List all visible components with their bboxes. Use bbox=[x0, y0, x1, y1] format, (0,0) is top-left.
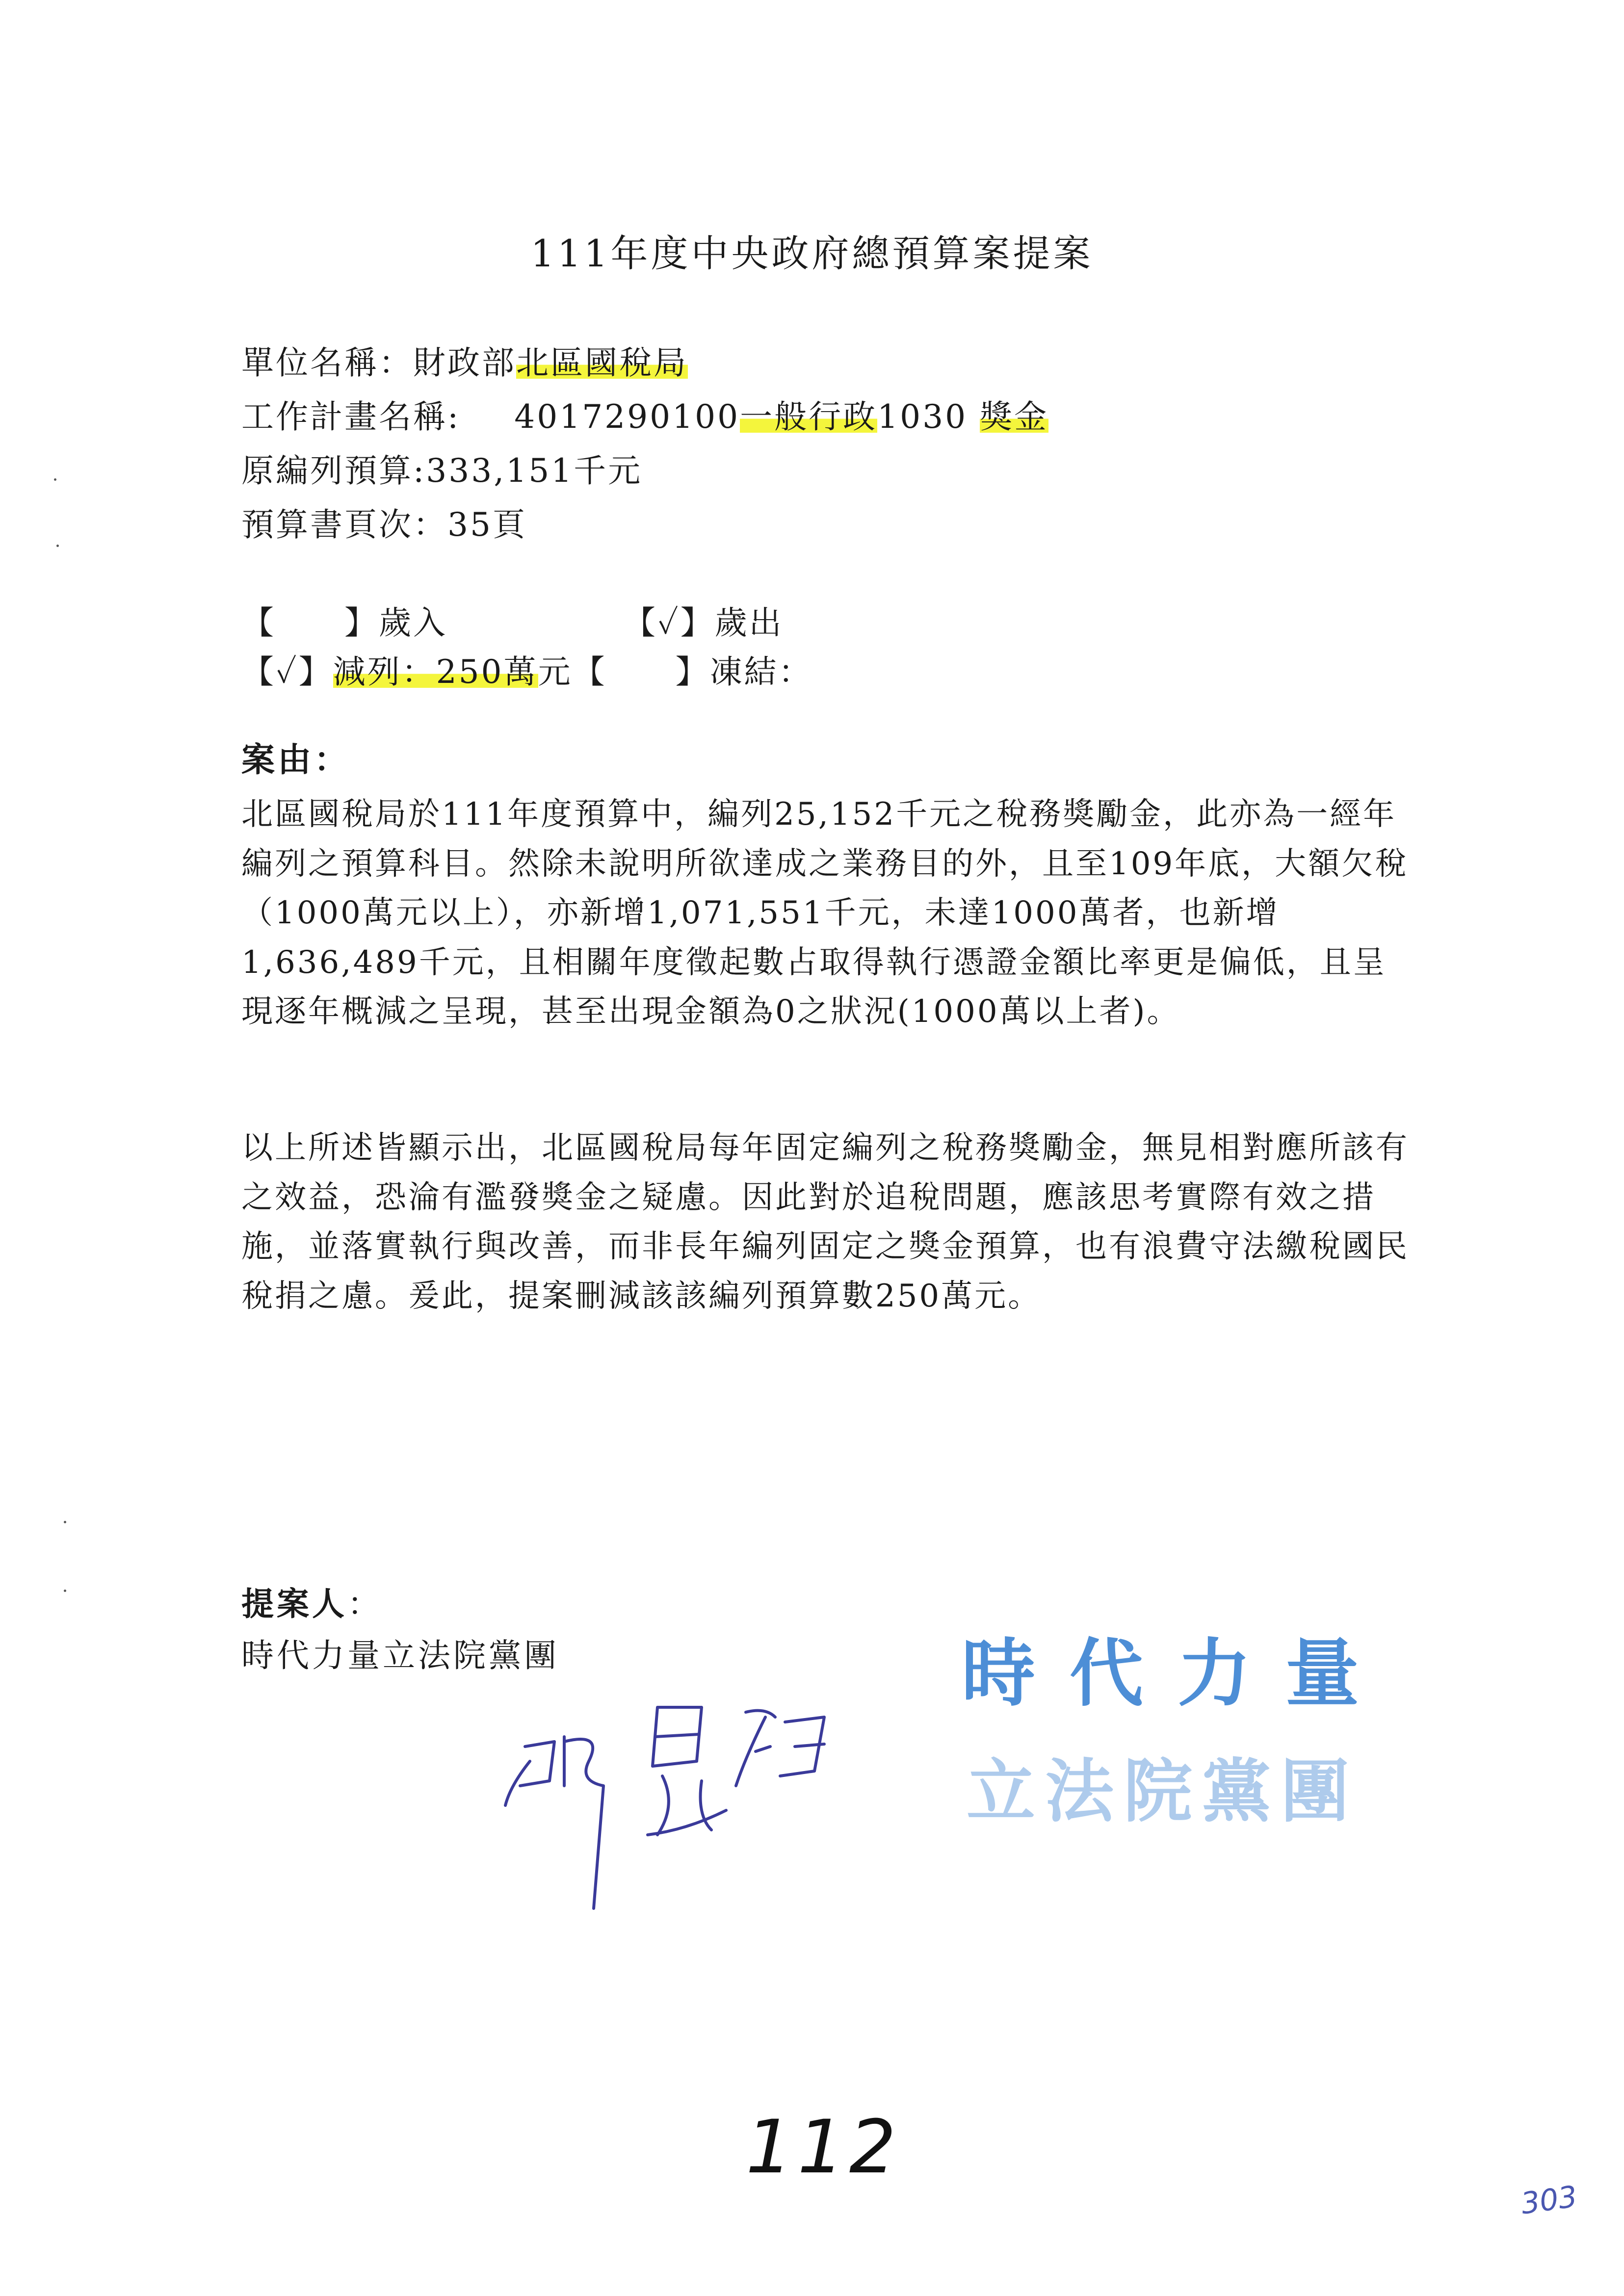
party-stamp bbox=[962, 1614, 1428, 1840]
page-ref-value: 35頁 bbox=[447, 506, 527, 544]
page-title: 111年度中央政府總預算案提案 bbox=[530, 232, 1094, 275]
proposer-colon: ： bbox=[347, 1585, 383, 1623]
page-ref-line bbox=[241, 500, 527, 549]
project-code: 4017290100 bbox=[514, 398, 740, 436]
budget-line bbox=[241, 446, 642, 496]
revenue-label: 歲入 bbox=[379, 604, 447, 642]
project-line bbox=[241, 392, 1048, 442]
scan-speck bbox=[56, 545, 59, 547]
unit-value: 財政部 bbox=[413, 344, 516, 382]
project-highlight-bonus: 獎金 bbox=[980, 398, 1049, 436]
checkbox-row-1 bbox=[241, 599, 447, 648]
case-heading: 案由： bbox=[241, 741, 351, 780]
signature-drawing bbox=[491, 1688, 873, 1913]
project-highlight-admin: 一般行政 bbox=[740, 398, 878, 436]
expense-label: 歲出 bbox=[714, 604, 784, 642]
scan-speck bbox=[54, 478, 56, 481]
freeze-checkbox: 【 】 bbox=[572, 653, 710, 691]
unit-highlight: 北區國稅局 bbox=[516, 344, 688, 382]
proposer-heading-line bbox=[241, 1580, 383, 1629]
reduce-unit: 元 bbox=[538, 653, 573, 691]
corner-number: 303 bbox=[1519, 2179, 1579, 2221]
budget-value: 333,151千元 bbox=[426, 452, 643, 490]
stamp-line-2: 立法院黨團 bbox=[967, 1752, 1360, 1832]
expense-option bbox=[623, 599, 784, 648]
expense-checkbox: 【✓】 bbox=[623, 604, 715, 642]
scan-speck bbox=[64, 1590, 66, 1592]
reduce-checkbox: 【✓】 bbox=[241, 653, 333, 691]
unit-line bbox=[241, 339, 688, 388]
freeze-label: 凍結： bbox=[709, 653, 813, 691]
page-ref-label: 預算書頁次： bbox=[241, 506, 447, 544]
project-label: 工作計畫名稱: bbox=[241, 398, 461, 436]
unit-label: 單位名稱： bbox=[241, 344, 413, 382]
checkbox-row-2 bbox=[241, 648, 813, 697]
handwritten-signature bbox=[491, 1688, 873, 1915]
case-paragraph-1: 北區國稅局於111年度預算中，編列25,152千元之稅務獎勵金，此亦為一經年編列之預算科目。然除未說明所欲達成之業務目的外，且至109年底，大額欠稅（1000萬元以上），亦新增1,071,551千元，未達1000萬者，也新增1,636,489千元，且相關年度徵起數占取得執行憑證金額比率更是偏低，且呈現逐年概減之呈現，甚至出現金額為0之狀況(1000萬以上者)。 bbox=[241, 796, 1409, 1030]
scan-speck bbox=[64, 1521, 66, 1523]
stamp-line-1: 時代力量 bbox=[962, 1631, 1394, 1717]
revenue-checkbox: 【 】 bbox=[241, 604, 379, 642]
proposer-name: 時代力量立法院黨團 bbox=[241, 1637, 559, 1674]
proposer-heading: 提案人 bbox=[241, 1585, 347, 1623]
case-paragraph-2: 以上所述皆顯示出，北區國稅局每年固定編列之稅務獎勵金，無見相對應所該有之效益，恐淪有濫發獎金之疑慮。因此對於追稅問題，應該思考實際有效之措施，並落實執行與改善，而非長年編列固定之獎金預算，也有浪費守法繳稅國民稅捐之慮。爰此，提案刪減該該編列預算數250萬元。 bbox=[241, 1130, 1409, 1314]
project-subcode: 1030 bbox=[877, 398, 968, 436]
budget-label: 原編列預算: bbox=[241, 452, 426, 490]
reduce-amount: 減列：250萬 bbox=[333, 653, 538, 691]
page-number: 112 bbox=[746, 2105, 901, 2190]
